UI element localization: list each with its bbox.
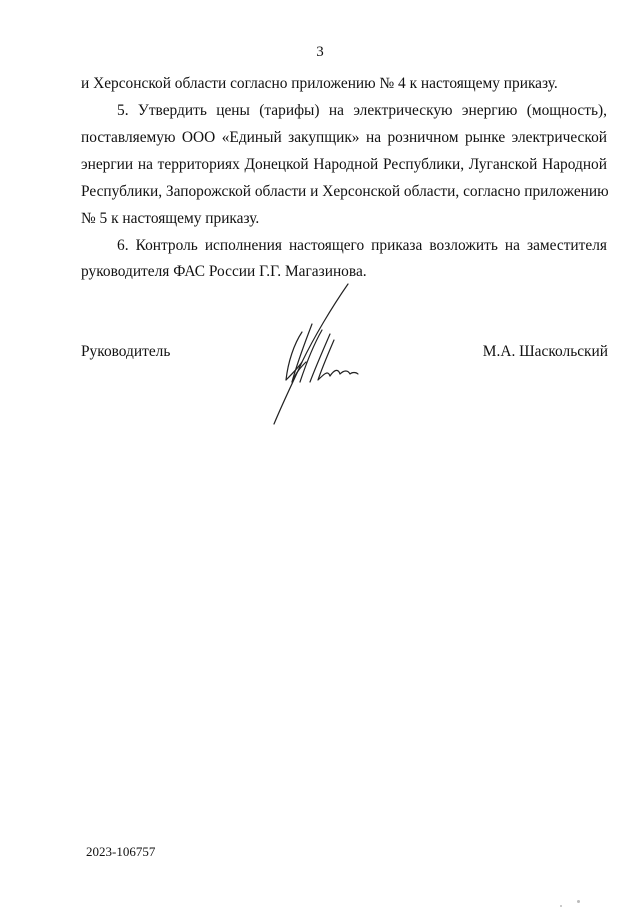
paragraph-5-line-4: Республики, Запорожской области и Херсонской области, согласно приложению [81,183,609,200]
page-number: 3 [316,44,324,60]
paragraph-4-tail: и Херсонской области согласно приложению № 4 к настоящему приказу. [81,75,558,92]
paragraph-6-line-2: руководителя ФАС России Г.Г. Магазинова. [81,263,367,280]
signatory-name: М.А. Шаскольский [482,343,608,360]
handwritten-signature [262,282,372,427]
scan-speck [577,900,580,903]
paragraph-5-line-1: 5. Утвердить цены (тарифы) на электрическую энергию (мощность), [117,102,607,119]
paragraph-6-line-1: 6. Контроль исполнения настоящего приказа возложить на заместителя [117,237,607,254]
scan-speck [560,905,562,907]
document-id: 2023-106757 [86,844,156,859]
paragraph-5-line-5: № 5 к настоящему приказу. [81,210,260,227]
paragraph-5-line-2: поставляемую ООО «Единый закупщик» на розничном рынке электрической [81,129,607,146]
signatory-title: Руководитель [81,343,171,360]
paragraph-5-line-3: энергии на территориях Донецкой Народной Республики, Луганской Народной [81,156,607,173]
